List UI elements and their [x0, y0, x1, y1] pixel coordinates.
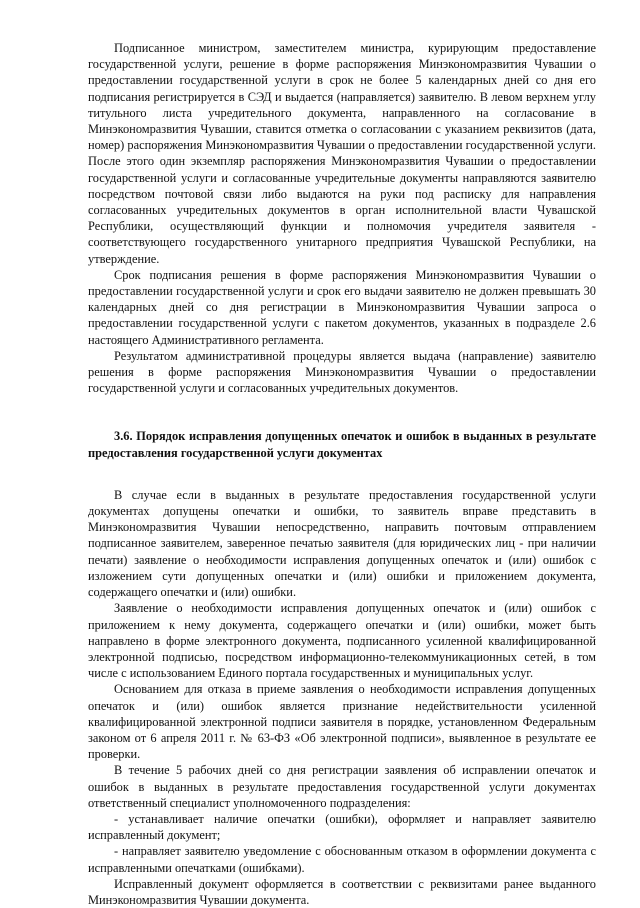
section-heading-3-6: 3.6. Порядок исправления допущенных опечаток и ошибок в выданных в результате предоставления государственной услуги документах	[88, 429, 596, 460]
paragraph-signing-deadline: Срок подписания решения в форме распоряжения Минэкономразвития Чувашии о предоставлении государственной услуги и срок его выдачи заявителю не должен превышать 30 календарных дней со дня регистрации в Минэкономразвития Чувашии запроса о предоставлении государственной услуги с пакетом документов, указанных в подразделе 2.6 настоящего Административного регламента.	[88, 267, 596, 347]
paragraph-signing: Подписанное министром, заместителем министра, курирующим предоставление государственной услуги, решение в форме распоряжения Минэкономразвития Чувашии о предоставлении государственной услуги в срок не более 5 календарных дней со дня его подписания регистрируется в СЭД и выдается (направляется) заявителю. В левом верхнем углу титульного листа учредительного документа, направленного на согласование в Минэкономразвития Чувашии, ставится отметка о согласовании с указанием реквизитов (дата, номер) распоряжения Минэкономразвития Чувашии о предоставлении государственной услуги. После этого один экземпляр распоряжения Минэкономразвития Чувашии о предоставлении государственной услуги и согласованные учредительные документы направляются заявителю посредством почтовой связи либо выдаются на руки под расписку для направления согласованных учредительных документов в орган исполнительной власти Чувашской Республики, осуществляющий функции и полномочия учредителя заявителя - соответствующего государственного унитарного предприятия Чувашской Республики, на утверждение.	[88, 41, 596, 266]
paragraph-electronic-application: Заявление о необходимости исправления допущенных опечаток и (или) ошибок с приложением к нему документа, содержащего опечатки и (или) ошибки, может быть направлено в форме электронного документа, подписанного усиленной квалифицированной электронной подписью, посредством информационно-телекоммуникационных сетей, в том числе с использованием Единого портала государственных и муниципальных услуг.	[88, 601, 596, 681]
list-item-sends-refusal: - направляет заявителю уведомление с обоснованным отказом в оформлении документа с исправленными опечатками (ошибками).	[88, 844, 596, 875]
paragraph-procedure-result: Результатом административной процедуры является выдача (направление) заявителю решения в форме распоряжения Минэкономразвития Чувашии о предоставлении государственной услуги и согласованных учредительных документов.	[88, 348, 596, 396]
paragraph-corrected-document: Исправленный документ оформляется в соответствии с реквизитами ранее выданного Минэкономразвития Чувашии документа.	[88, 876, 596, 907]
list-item-establishes: - устанавливает наличие опечатки (ошибки), оформляет и направляет заявителю исправленный документ;	[88, 811, 596, 843]
paragraph-five-days: В течение 5 рабочих дней со дня регистрации заявления об исправлении опечаток и ошибок в выданных в результате предоставления государственной услуги документах ответственный специалист уполномоченного подразделения:	[88, 763, 596, 810]
paragraph-error-case: В случае если в выданных в результате предоставления государственной услуги документах допущены опечатки и ошибки, то заявитель вправе представить в Минэкономразвития Чувашии непосредственно, направить почтовым отправлением подписанное заявителем, заверенное печатью заявителя (для юридических лиц - при наличии печати) заявление о необходимости исправления допущенных опечаток и (или) ошибок с изложением сути допущенных опечатки и (или) ошибки и приложением документа, содержащего опечатки и (или) ошибки.	[88, 487, 596, 600]
document-page	[88, 40, 596, 908]
paragraph-refusal-grounds: Основанием для отказа в приеме заявления о необходимости исправления допущенных опечаток и (или) ошибок является признание недействительности усиленной квалифицированной электронной подписи заявителя в порядке, установленном Федеральным законом от 6 апреля 2011 г. № 63-ФЗ «Об электронной подписи», выявленное в результате ее проверки.	[88, 682, 596, 762]
